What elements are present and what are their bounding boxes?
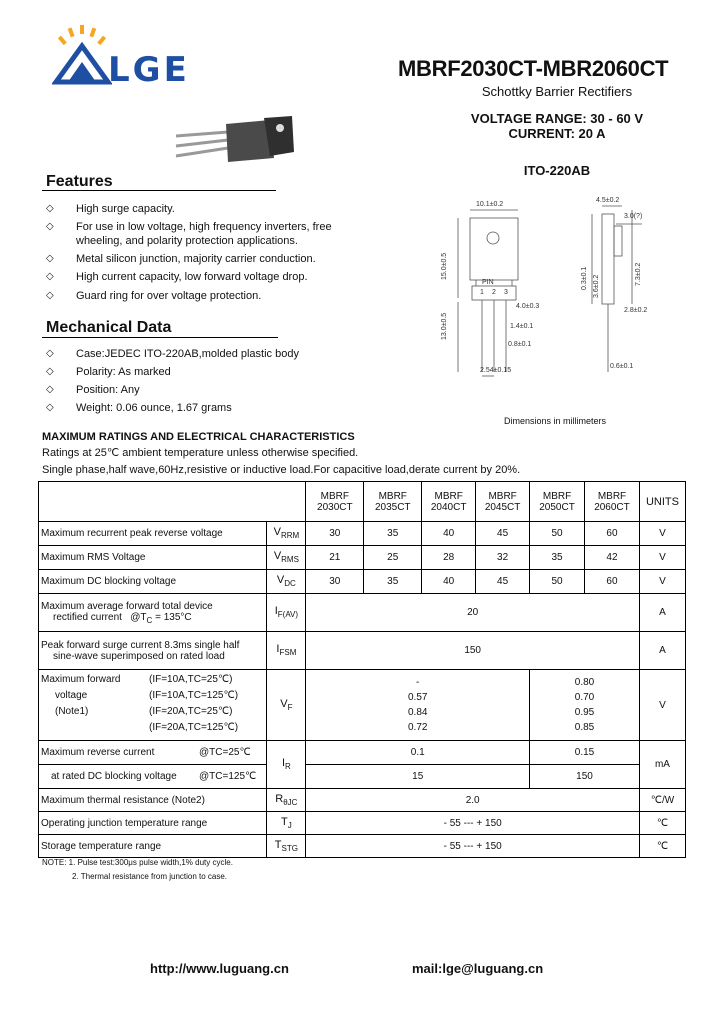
diamond-bullet-icon: ◇: [46, 203, 54, 214]
model-header: MBRF 2060CT: [585, 482, 640, 522]
mechanical-title: Mechanical Data: [46, 319, 172, 336]
features-title: Features: [46, 173, 113, 190]
dim-label: 4.0±0.3: [516, 303, 540, 310]
dimensions-note: Dimensions in millimeters: [503, 416, 607, 426]
package-outline-drawing: [436, 190, 686, 412]
dim-label: 1: [480, 289, 484, 296]
table-row: Maximum forward voltage (Note1) (IF=10A,TC=25℃) (IF=10A,TC=125℃) (IF=20A,TC=25℃) (IF=20A,TC=125℃) $V_F$ - 0.57 0.84 0.72 0.80 0.70 0.95 0.85 V: [39, 670, 686, 741]
table-row: Maximum thermal resistance (Note2) $R_{\theta JC}$ 2.0 ℃/W: [39, 789, 686, 812]
table-row: Maximum average forward total device rectified current $@T_C = 135^\circ C$ $I_{F(AV)}$ 20 A: [39, 594, 686, 632]
table-row: Storage temperature range $T_{STG}$ - 55 --- + 150 ℃: [39, 835, 686, 858]
dim-label: 3.6±0.2: [593, 274, 600, 298]
dim-label: 2: [492, 289, 496, 296]
model-header: MBRF 2045CT: [476, 482, 530, 522]
dim-label: 7.3±0.2: [635, 262, 642, 286]
ratings-line-1: Ratings at 25℃ ambient temperature unless otherwise specified.: [42, 447, 359, 459]
dim-label: 0.3±0.1: [581, 266, 588, 290]
table-row: Peak forward surge current 8.3ms single half sine-wave superimposed on rated load $I_{FSM}$ 150 A: [39, 632, 686, 670]
dim-label: 0.8±0.1: [508, 341, 532, 348]
table-header-row: [39, 482, 686, 522]
table-row: Maximum recurrent peak reverse voltage $V_{RRM}$ 30 35 40 45 50 60 V: [39, 522, 686, 546]
header-blank: [39, 482, 306, 522]
dim-label: 1.4±0.1: [510, 323, 534, 330]
to220-package-icon: [170, 112, 300, 168]
feature-item: ◇ Guard ring for over voltage protection.: [46, 290, 262, 302]
company-name: LGE: [108, 50, 190, 90]
dim-label: 15.0±0.5: [441, 252, 448, 280]
features-rule: [42, 190, 276, 191]
note-2: 2. Thermal resistance from junction to case.: [72, 872, 228, 881]
diamond-bullet-icon: ◇: [46, 221, 54, 232]
diamond-bullet-icon: ◇: [46, 402, 54, 413]
mechanical-item: ◇ Polarity: As marked: [46, 366, 171, 378]
table-row: Maximum DC blocking voltage $V_{DC}$ 30 35 40 45 50 60 V: [39, 570, 686, 594]
units-header: UNITS: [639, 482, 685, 522]
component-photo: [170, 112, 300, 168]
company-logo: [52, 22, 112, 86]
model-header: MBRF 2030CT: [306, 482, 364, 522]
dimension-drawing: [436, 190, 686, 412]
voltage-range: VOLTAGE RANGE: 30 - 60 V: [470, 111, 644, 126]
ratings-line-2: Single phase,half wave,60Hz,resistive or inductive load.For capacitive load,derate current by 20%.: [42, 464, 521, 476]
ratings-table: [38, 481, 686, 858]
model-header: MBRF 2035CT: [364, 482, 422, 522]
table-row: Maximum reverse current @TC=25℃ $I_R$ 0.1 0.15 mA: [39, 741, 686, 765]
dim-label: 4.5±0.2: [596, 197, 620, 204]
ratings-title: MAXIMUM RATINGS AND ELECTRICAL CHARACTERISTICS: [42, 431, 355, 443]
website-link[interactable]: http://www.luguang.cn: [150, 961, 289, 976]
diamond-bullet-icon: ◇: [46, 290, 54, 301]
logo-mark-icon: [52, 22, 112, 86]
dim-label: 2.54±0.15: [480, 367, 512, 374]
feature-item: ◇ For use in low voltage, high frequency inverters, free wheeling, and polarity protection applications.: [46, 221, 332, 247]
dim-label: 10.1±0.2: [476, 201, 504, 208]
current-rating: CURRENT: 20 A: [508, 126, 606, 141]
part-number: MBRF2030CT-MBR2060CT: [398, 56, 669, 81]
diamond-bullet-icon: ◇: [46, 366, 54, 377]
dim-label: 3: [504, 289, 508, 296]
table-row: Maximum RMS Voltage $V_{RMS}$ 21 25 28 32 35 42 V: [39, 546, 686, 570]
diamond-bullet-icon: ◇: [46, 348, 54, 359]
diamond-bullet-icon: ◇: [46, 253, 54, 264]
dim-label: 13.0±0.5: [441, 312, 448, 340]
dim-label: 0.6±0.1: [610, 363, 634, 370]
dim-label: 2.8±0.2: [624, 307, 648, 314]
model-header: MBRF 2050CT: [530, 482, 585, 522]
feature-item: ◇ Metal silicon junction, majority carrier conduction.: [46, 253, 316, 265]
dim-label: PIN: [482, 279, 494, 286]
table-row: at rated DC blocking voltage @TC=125℃ 15 150: [39, 765, 686, 789]
mechanical-item: ◇ Weight: 0.06 ounce, 1.67 grams: [46, 402, 232, 414]
mechanical-item: ◇ Case:JEDEC ITO-220AB,molded plastic body: [46, 348, 299, 360]
feature-item: ◇ High current capacity, low forward voltage drop.: [46, 271, 308, 283]
table-row: Operating junction temperature range $T_J$ - 55 --- + 150 ℃: [39, 812, 686, 835]
mechanical-item: ◇ Position: Any: [46, 384, 140, 396]
mechanical-rule: [42, 337, 278, 338]
dim-label: 3.0(?): [624, 213, 643, 220]
note-1: NOTE: 1. Pulse test:300μs pulse width,1% duty cycle.: [42, 858, 233, 867]
diamond-bullet-icon: ◇: [46, 384, 54, 395]
package-name: ITO-220AB: [523, 163, 591, 178]
diamond-bullet-icon: ◇: [46, 271, 54, 282]
subtitle: Schottky Barrier Rectifiers: [481, 84, 633, 99]
model-header: MBRF 2040CT: [422, 482, 476, 522]
feature-item: ◇ High surge capacity.: [46, 203, 175, 215]
email-link[interactable]: mail:lge@luguang.cn: [412, 961, 544, 976]
